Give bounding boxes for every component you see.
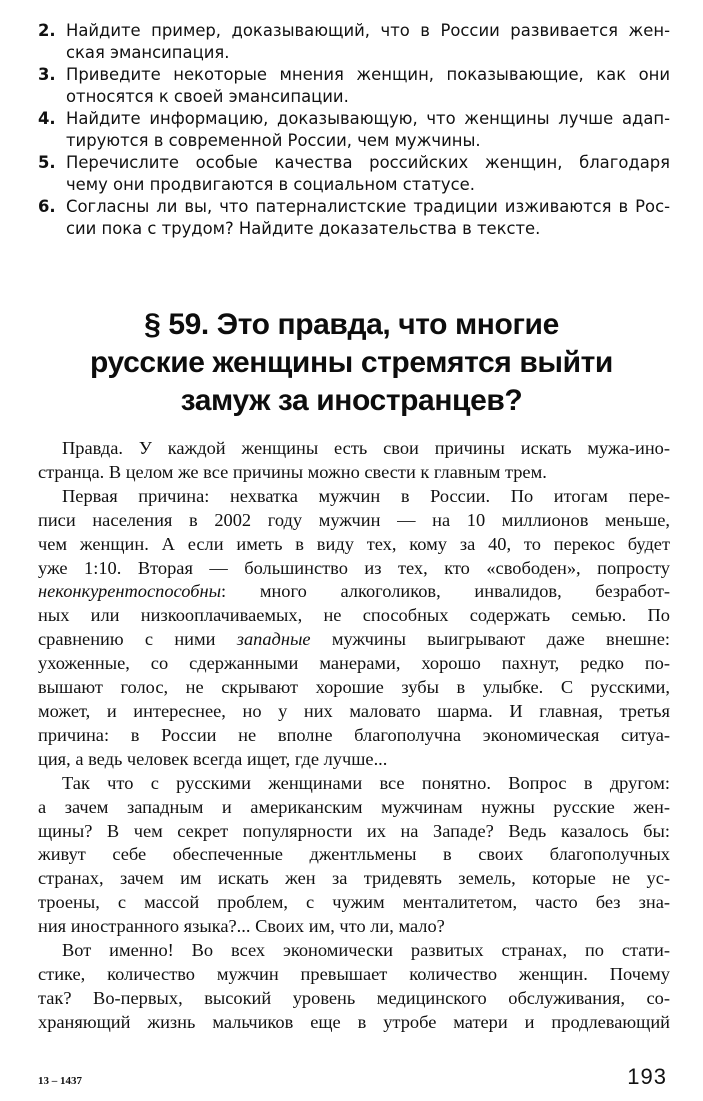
heading-line: § 59. Это правда, что многие [144, 308, 559, 341]
article-body [38, 437, 670, 1035]
question-line: Согласны ли вы, что патерналистские традиции изживаются в Рос- [66, 197, 670, 216]
questions-list [38, 20, 670, 240]
body-line: писи населения в 2002 году мужчин — на 10 миллионов меньше, [38, 509, 670, 530]
question-text [66, 20, 670, 64]
body-fragment: мужчины выигрывают даже внешне: [310, 629, 670, 650]
heading-line: замуж за иностранцев? [180, 384, 523, 417]
body-line: Правда. У каждой женщины есть свои причины искать мужа-ино- [62, 438, 670, 458]
heading-line: русские женщины стремятся выйти [90, 346, 613, 379]
body-line: ция, а ведь человек всегда ищет, где лучше... [38, 748, 388, 769]
body-line: а зачем западным и американским мужчинам нужны русские жен- [38, 796, 670, 817]
question-number: 6. [38, 197, 56, 216]
body-line: так? Во-первых, высокий уровень медицинского обслуживания, со- [38, 987, 670, 1008]
page-number: 193 [627, 1064, 667, 1089]
question-item [38, 152, 670, 196]
italic-term: западные [236, 629, 311, 650]
body-line: Первая причина: нехватка мужчин в России. По итогам пере- [62, 485, 670, 506]
body-line: ухоженные, со сдержанными манерами, хорошо пахнут, редко по- [38, 653, 670, 674]
body-line: троены, с массой проблем, с чужим менталитетом, часто без зна- [38, 892, 670, 913]
body-line: чем женщин. А если иметь в виду тех, кому за 40, то перекос будет [38, 533, 670, 554]
question-item [38, 196, 670, 240]
body-line: живут себе обеспеченные джентльмены в своих благополучных [38, 844, 670, 865]
body-line: Вот именно! Во всех экономически развитых странах, по стати- [62, 940, 670, 961]
question-line: Перечислите особые качества российских женщин, благодаря [66, 153, 670, 172]
italic-term: неконкурентоспособны [38, 581, 222, 602]
body-line: стике, количество мужчин превышает количество женщин. Почему [38, 963, 670, 984]
question-item [38, 108, 670, 152]
question-number: 2. [38, 21, 56, 40]
body-line: храняющий жизнь мальчиков еще в утробе матери и продлевающий [38, 1011, 670, 1032]
question-line: сии пока с трудом? Найдите доказательства в тексте. [66, 219, 541, 238]
question-line: ская эмансипация. [66, 43, 230, 62]
body-line [38, 580, 670, 604]
question-line: тируются в современной России, чем мужчины. [66, 131, 481, 150]
question-item [38, 20, 670, 64]
question-text [66, 108, 670, 152]
body-line: уже 1:10. Вторая — большинство из тех, кто «свободен», попросту [38, 557, 670, 578]
question-text [66, 152, 670, 196]
body-line [38, 628, 670, 652]
question-number: 4. [38, 109, 56, 128]
body-line: ных или низкооплачиваемых, не способных содержать семью. По [38, 605, 670, 626]
question-line: Найдите информацию, доказывающую, что женщины лучше адап- [66, 109, 670, 128]
body-line: ния иностранного языка?... Своих им, что ли, мало? [38, 916, 445, 937]
question-number: 3. [38, 65, 56, 84]
question-line: относятся к своей эмансипации. [66, 87, 349, 106]
question-text [66, 64, 670, 108]
section-heading [20, 306, 683, 420]
body-fragment: : много алкоголиков, инвалидов, безработ- [221, 581, 670, 602]
question-number: 5. [38, 153, 56, 172]
body-fragment: сравнению с ними [38, 629, 237, 650]
body-line: странца. В целом же все причины можно свести к главным трем. [38, 461, 547, 482]
body-line: щины? В чем секрет популярности их на Западе? Ведь казалось бы: [38, 820, 670, 841]
question-item [38, 64, 670, 108]
body-line: причина: в России не вполне благополучна экономическая ситуа- [38, 724, 670, 745]
body-line: вышают голос, не скрывают хорошие зубы в улыбке. С русскими, [38, 677, 670, 698]
body-line: странах, зачем им искать жен за тридевять земель, которые не ус- [38, 868, 670, 889]
body-line: Так что с русскими женщинами все понятно. Вопрос в другом: [62, 772, 670, 793]
question-line: Приведите некоторые мнения женщин, показывающие, как они [66, 65, 670, 84]
question-line: Найдите пример, доказывающий, что в России развивается жен- [66, 21, 670, 40]
question-text [66, 196, 670, 240]
body-line: может, и интереснее, но у них маловато шарма. И главная, третья [38, 700, 670, 721]
question-line: чему они продвигаются в социальном статусе. [66, 175, 475, 194]
printer-signature: 13 – 1437 [38, 1075, 82, 1087]
